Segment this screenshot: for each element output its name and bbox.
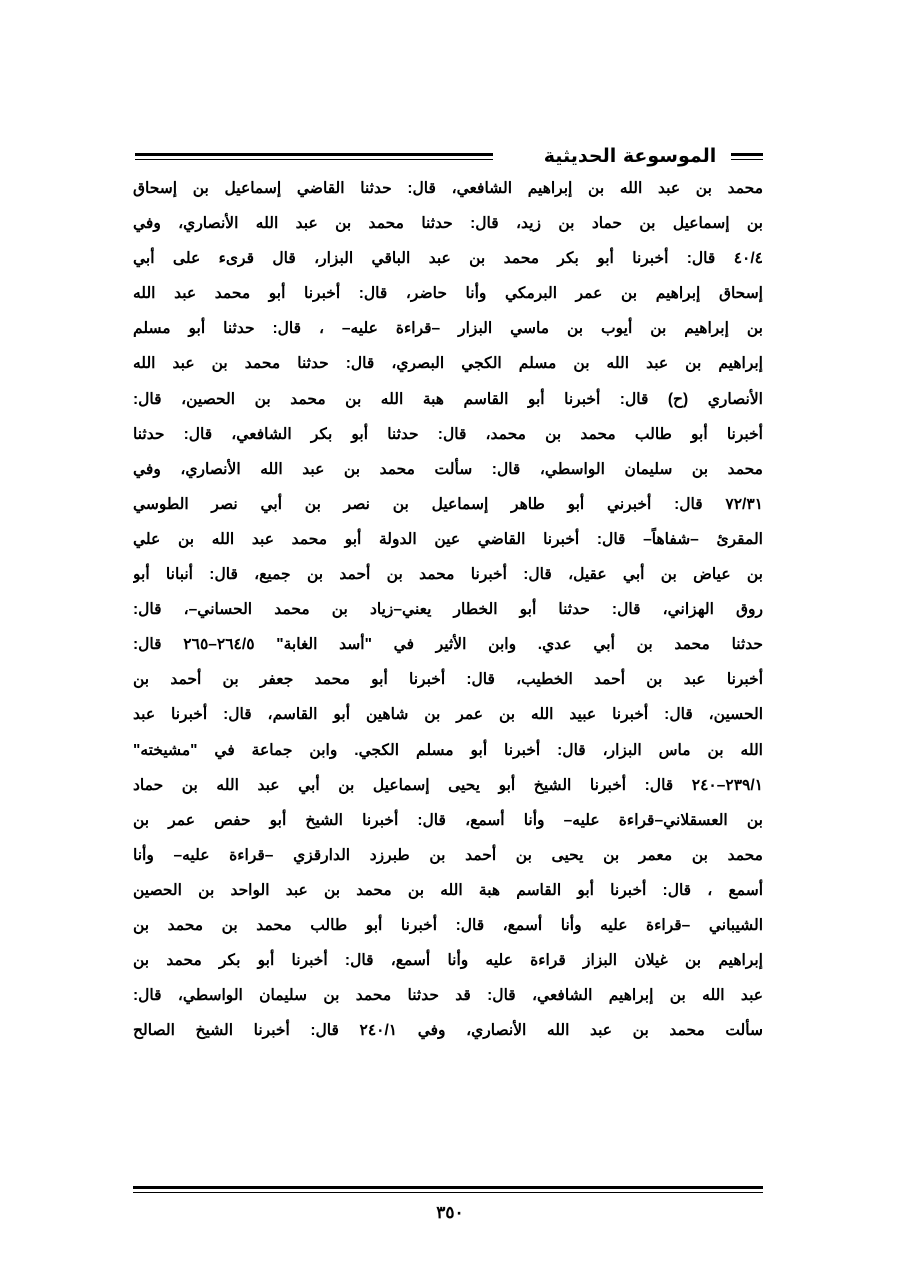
text-line: إبراهيم بن غيلان البزاز قراءة عليه وأنا أسمع، قال: أخبرنا أبو بكر محمد بن	[133, 952, 763, 970]
text-line: المقرئ –شفاهاً– قال: أخبرنا القاضي عين الدولة أبو محمد عبد الله بن علي	[133, 530, 763, 548]
text-line: بن عياض بن أبي عقيل، قال: أخبرنا محمد بن أحمد بن جميع، قال: أنبانا أبو	[133, 566, 763, 584]
text-line: الأنصاري (ح) قال: أخبرنا أبو القاسم هبة الله بن محمد بن الحصين، قال:	[133, 390, 763, 408]
text-line: محمد بن معمر بن يحيى بن أحمد بن طبرزد الدارقزي –قراءة عليه– وأنا	[133, 846, 763, 864]
text-line: الله بن ماس البزار، قال: أخبرنا أبو مسلم الكجي. وابن جماعة في "مشيخته"	[133, 741, 763, 759]
text-line: ٢٣٩/١–٢٤٠ قال: أخبرنا الشيخ أبو يحيى إسماعيل بن أبي عبد الله بن حماد	[133, 776, 763, 794]
text-line: إبراهيم بن عبد الله بن مسلم الكجي البصري، قال: حدثنا محمد بن عبد الله	[133, 355, 763, 373]
text-line: الشيباني –قراءة عليه وأنا أسمع، قال: أخبرنا أبو طالب محمد بن محمد بن	[133, 916, 763, 934]
page-header	[135, 141, 763, 171]
text-line: عبد الله بن إبراهيم الشافعي، قال: قد حدثنا محمد بن سليمان الواسطي، قال:	[133, 987, 763, 1005]
body-text	[133, 171, 763, 1048]
text-line: حدثنا محمد بن أبي عدي. وابن الأثير في "أسد الغابة" ٢٦٤/٥–٢٦٥ قال:	[133, 636, 763, 654]
text-line: أخبرنا أبو طالب محمد بن محمد، قال: حدثنا أبو بكر الشافعي، قال: حدثنا	[133, 425, 763, 443]
text-line: إسحاق إبراهيم بن عمر البرمكي وأنا حاضر، قال: أخبرنا أبو محمد عبد الله	[133, 285, 763, 303]
text-line: بن إسماعيل بن حماد بن زيد، قال: حدثنا محمد بن عبد الله الأنصاري، وفي	[133, 215, 763, 233]
text-line: بن العسقلاني–قراءة عليه– وأنا أسمع، قال: أخبرنا الشيخ أبو حفص عمر بن	[133, 811, 763, 829]
text-line: محمد بن سليمان الواسطي، قال: سألت محمد بن عبد الله الأنصاري، وفي	[133, 460, 763, 478]
text-line: ٧٢/٣١ قال: أخبرني أبو طاهر إسماعيل بن نصر بن أبي نصر الطوسي	[133, 495, 763, 513]
page-number: ٣٥٠	[436, 1203, 464, 1222]
text-line: روق الهزاني، قال: حدثنا أبو الخطار يعني–زياد بن محمد الحساني–، قال:	[133, 601, 763, 619]
text-line: أسمع ، قال: أخبرنا أبو القاسم هبة الله بن محمد بن عبد الواحد بن الحصين	[133, 881, 763, 899]
text-line: بن إبراهيم بن أيوب بن ماسي البزار –قراءة عليه– ، قال: حدثنا أبو مسلم	[133, 320, 763, 338]
footer-rule	[133, 1186, 763, 1193]
text-line: محمد بن عبد الله بن إبراهيم الشافعي، قال: حدثنا القاضي إسماعيل بن إسحاق	[133, 180, 763, 197]
header-rule-right	[731, 153, 763, 160]
header-rule-left	[135, 153, 493, 160]
text-line: أخبرنا عبد بن أحمد الخطيب، قال: أخبرنا أبو محمد جعفر بن أحمد بن	[133, 671, 763, 689]
header-title: الموسوعة الحديثية	[543, 145, 717, 167]
text-line: الحسين، قال: أخبرنا عبيد الله بن عمر بن شاهين أبو القاسم، قال: أخبرنا عبد	[133, 706, 763, 724]
text-line: ٤٠/٤ قال: أخبرنا أبو بكر محمد بن عبد الباقي البزار، قال قرىء على أبي	[133, 250, 763, 268]
text-line: سألت محمد بن عبد الله الأنصاري، وفي ٢٤٠/١ قال: أخبرنا الشيخ الصالح	[133, 1022, 763, 1040]
